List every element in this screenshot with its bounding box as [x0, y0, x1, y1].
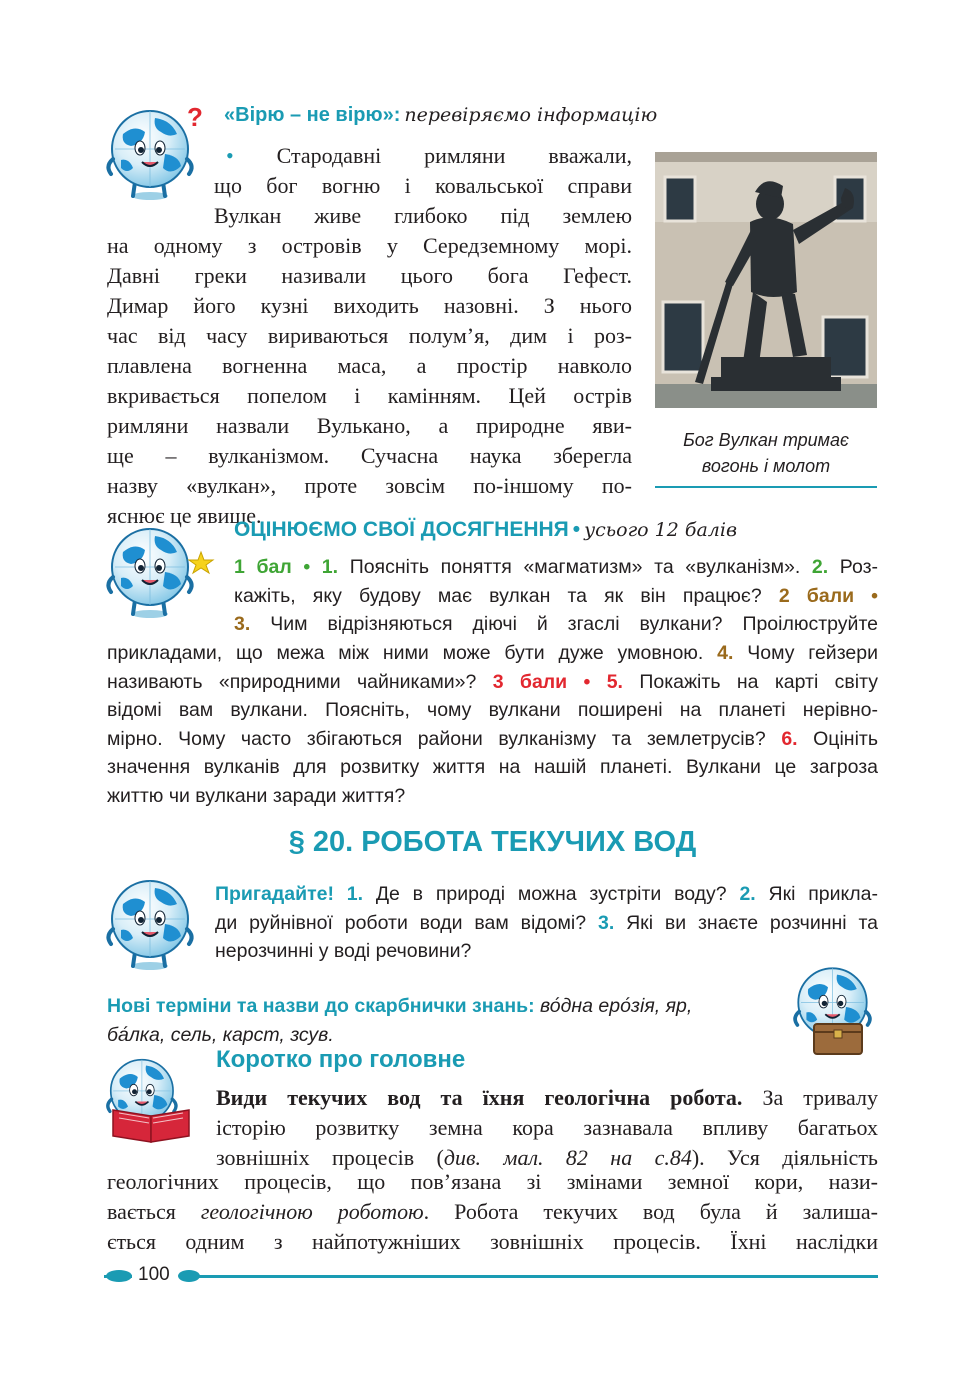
footer-dot-right-icon	[178, 1270, 200, 1282]
caption-rule	[655, 486, 877, 488]
assess-line-8: значення вулканів для розвитку життя на нашій планеті. Вулкани це загроза	[107, 756, 878, 778]
recall-line-2: ди руйнівної роботи води вам відомі? 3. Які ви знаєте розчинні та	[215, 911, 878, 934]
assess-line-5: називають «природними чайниками»? 3 бали • 5. Покажіть на карті світу	[107, 670, 879, 693]
believe-line-3: Вулкан живе глибоко під землею	[214, 203, 632, 228]
bullet: •	[226, 143, 234, 168]
assess-title: ОЦІНЮЄМО СВОЇ ДОСЯГНЕННЯ	[234, 518, 569, 541]
believe-line-5: Давні греки називали цього бога Гефест.	[107, 263, 632, 288]
summary-line-5: вається геологічною роботою. Робота текучих вод була й залиша-	[107, 1199, 878, 1224]
believe-line-13: яснює це явище.	[107, 503, 262, 528]
believe-line-2: що бог вогню і ковальської справи	[214, 173, 632, 198]
believe-line-11: ще – вулканізмом. Сучасна наука зберегла	[107, 443, 632, 468]
vulcan-statue-photo	[655, 152, 877, 408]
believe-line-9: вкривається попелом і камінням. Цей острів	[107, 383, 632, 408]
page-number: 100	[138, 1264, 170, 1285]
photo-caption: Бог Вулкан тримає вогонь і молот	[683, 430, 849, 476]
summary-line-2: історію розвитку земна кора зазнавала впливу багатьох	[216, 1115, 878, 1140]
summary-title: Коротко про головне	[216, 1046, 466, 1073]
believe-line-10: римляни назвали Вулькано, а природне яви-	[107, 413, 632, 438]
believe-subtitle: перевіряємо інформацію	[404, 104, 658, 126]
assess-line-6: відомі вам вулкани. Поясніть, чому вулкани поширені на планеті нерівно-	[107, 699, 878, 721]
assess-text-body	[107, 639, 878, 810]
assess-heading: ОЦІНЮЄМО СВОЇ ДОСЯГНЕННЯ • усього 12 балів	[234, 518, 738, 541]
globe-mascot-star-icon	[105, 522, 217, 622]
believe-title: «Вірю – не вірю»:	[224, 104, 401, 126]
believe-line-4: на одному з островів у Середземному морі.	[107, 233, 632, 258]
globe-book-icon	[105, 1054, 205, 1144]
believe-line-1: • Стародавні римляни вважали,	[226, 143, 632, 168]
assess-text-top	[234, 553, 878, 639]
globe-mascot-icon	[105, 874, 205, 974]
recall-line-3: нерозчинні у воді речовини?	[215, 940, 472, 962]
assess-line-1: 1 бал • 1. Поясніть поняття «магматизм» та «вулканізм». 2. Роз-	[234, 556, 878, 578]
believe-text-body	[107, 231, 632, 531]
summary-line-4: геологічних процесів, що пов’язана зі змінами земної кори, нази-	[107, 1169, 878, 1194]
recall-block	[215, 880, 878, 966]
footer-dot-left-icon	[106, 1270, 132, 1282]
svg-text:?: ?	[187, 104, 203, 132]
believe-line-7: час від часу вириваються полум’я, дим і роз-	[107, 323, 632, 348]
assess-line-7: мірно. Чому часто збігаються райони вулканізму та землетрусів? 6. Оцініть	[107, 727, 878, 750]
summary-line-3: зовнішніх процесів (див. мал. 82 на с.84). Уся діяльність	[216, 1145, 878, 1170]
globe-treasure-chest-icon	[792, 962, 882, 1058]
recall-line-1: Пригадайте! 1. Де в природі можна зустріти воду? 2. Які прикла-	[215, 883, 878, 905]
believe-line-12: назву «вулкан», проте зовсім по-іншому по-	[107, 473, 632, 498]
globe-mascot-question-icon	[105, 104, 215, 204]
believe-heading	[224, 104, 694, 127]
assess-line-4: прикладами, що межа між ними може бути дуже умовною. 4. Чому гейзери	[107, 642, 878, 664]
summary-line-6: ється одним з найпотужніших зовнішніх процесів. Їхні наслідки	[107, 1229, 878, 1254]
terms-line-2: ба́лка, сель, карст, зсув.	[107, 1023, 334, 1046]
believe-line-6: Димар його кузні виходить назовні. З нього	[107, 293, 632, 318]
footer-rule	[104, 1275, 878, 1278]
terms-block	[107, 992, 777, 1049]
assess-line-2: кажіть, яку будову має вулкан та як він працює? 2 бали •	[234, 584, 878, 607]
assess-subtitle: усього 12 балів	[584, 519, 738, 541]
section-title: § 20. РОБОТА ТЕКУЧИХ ВОД	[288, 826, 697, 858]
assess-line-9: життю чи вулкани заради життя?	[107, 784, 406, 807]
believe-line-8: плавлена вогненна маса, а простір навколо	[107, 353, 632, 378]
terms-line-1: Нові терміни та назви до скарбнички знань: во́дна еро́зія, яр,	[107, 995, 693, 1017]
believe-text-top	[214, 141, 632, 231]
summary-text-top	[216, 1083, 878, 1173]
assess-line-3: 3. Чим відрізняються діючі й згаслі вулкани? Проілюструйте	[234, 613, 878, 635]
summary-line-1: Види текучих вод та їхня геологічна робота. За тривалу	[216, 1085, 878, 1110]
summary-text-body	[107, 1167, 878, 1257]
terms-label: Нові терміни та назви до скарбнички знань:	[107, 995, 535, 1017]
